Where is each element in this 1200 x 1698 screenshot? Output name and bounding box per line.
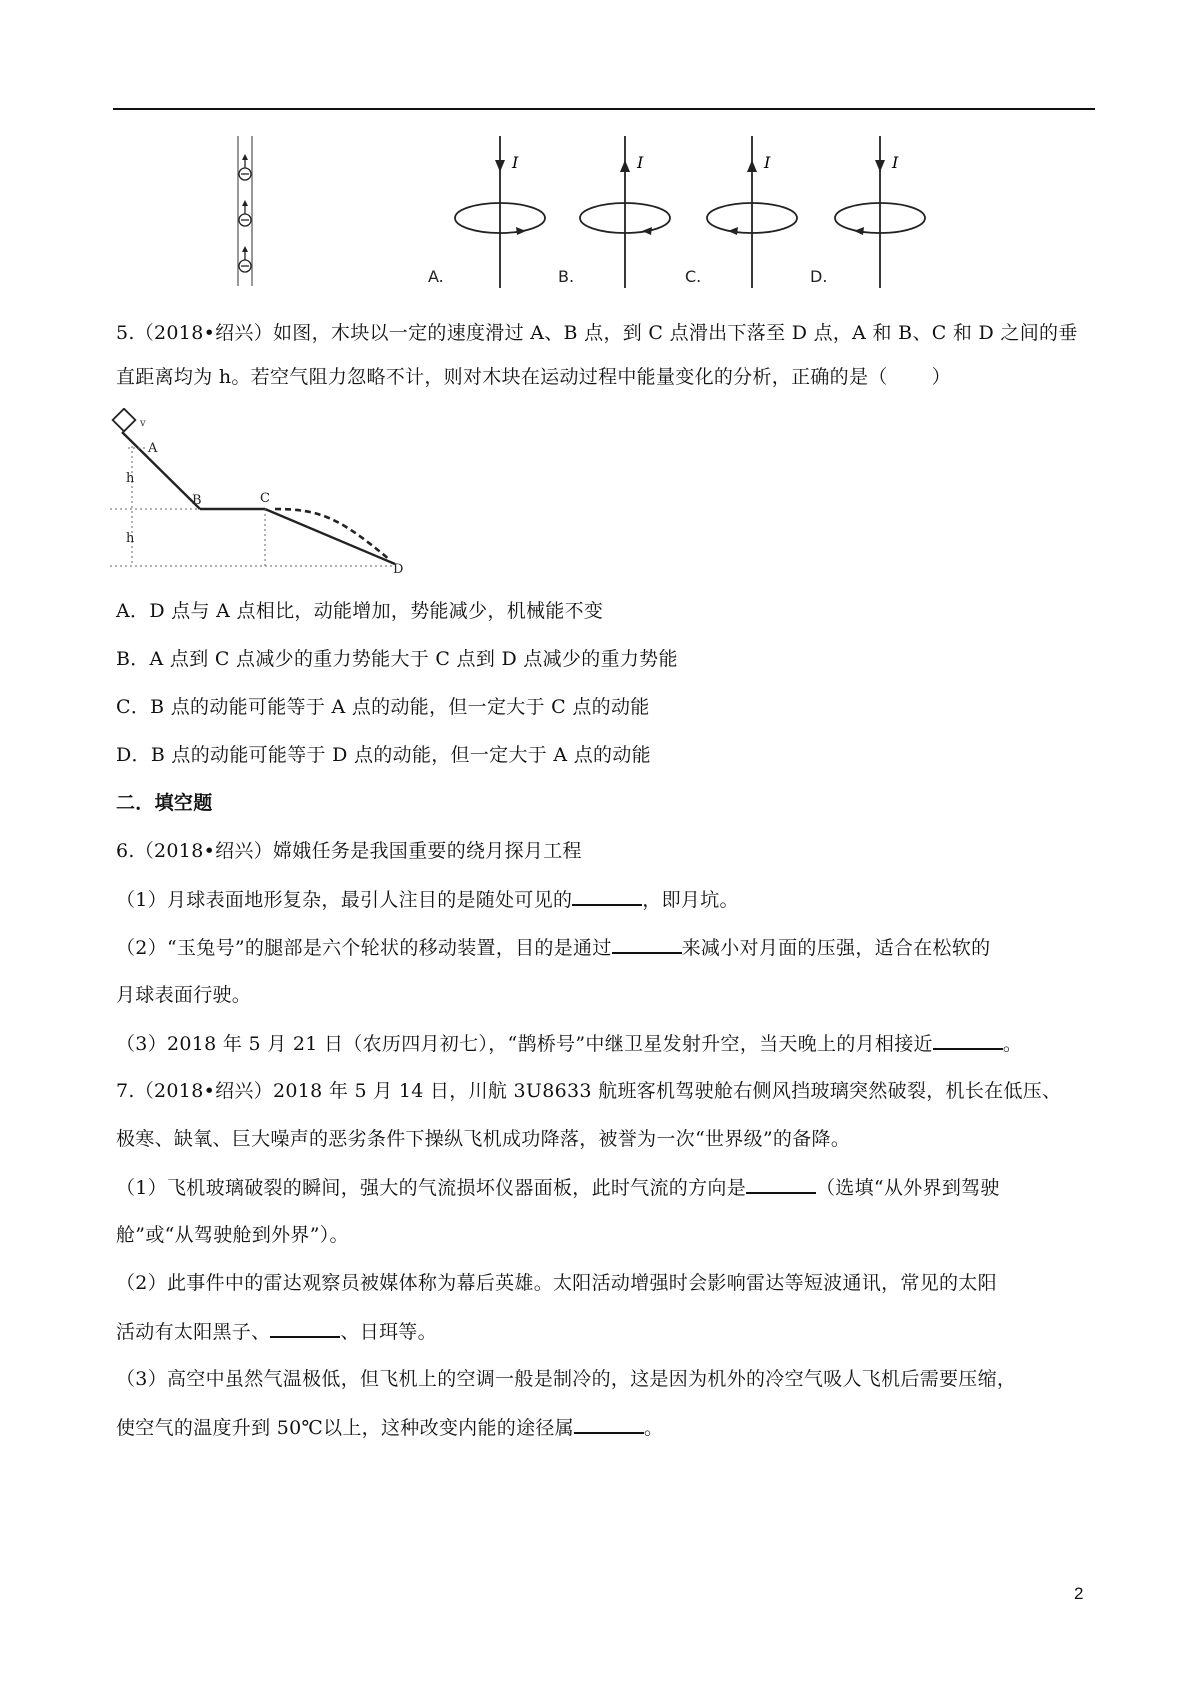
velocity-label: v — [140, 418, 146, 429]
incline-block-figure — [110, 408, 430, 578]
current-label: I — [512, 153, 519, 172]
point-a-label: A — [148, 441, 158, 456]
electron-2 — [239, 200, 251, 226]
q7-part2-text: 活动有太阳黑子、 — [116, 1321, 271, 1343]
q7-part1-tail: （选填“从外界到驾驶 — [816, 1177, 1000, 1199]
q5-option-b: B．A 点到 C 点减少的重力势能大于 C 点到 D 点减少的重力势能 — [116, 648, 678, 670]
q5-option-a: A．D 点与 A 点相比，动能增加，势能减少，机械能不变 — [116, 600, 604, 622]
magnetic-field-figure — [230, 128, 1100, 288]
q6-part2-line2: 月球表面行驶。 — [116, 984, 252, 1006]
answer-blank[interactable] — [270, 1318, 340, 1338]
point-d-label: D — [393, 562, 404, 577]
electron-3 — [239, 246, 251, 272]
q6-part3-tail: 。 — [1002, 1033, 1023, 1055]
q5-option-c: C．B 点的动能可能等于 A 点的动能，但一定大于 C 点的动能 — [116, 696, 650, 718]
q6-part1 — [116, 886, 739, 913]
q7-part1-line2: 舱”或“从驾驶舱到外界”）。 — [116, 1224, 349, 1246]
q6-part1-text: （1）月球表面地形复杂，最引人注目的是随处可见的 — [116, 889, 573, 911]
q7-stem-line2: 极寒、缺氧、巨大噪声的恶劣条件下操纵飞机成功降落，被誉为一次“世界级”的备降。 — [116, 1128, 851, 1150]
q5-stem-close: ） — [931, 366, 951, 388]
q7-part3-line1: （3）高空中虽然气温极低，但飞机上的空调一般是制冷的，这是因为机外的冷空气吸人飞机后需要压缩， — [116, 1368, 1017, 1390]
q6-part2-text: （2）“玉兔号”的腿部是六个轮状的移动装置，目的是通过 — [116, 937, 612, 959]
current-label: I — [764, 153, 771, 172]
current-label: I — [892, 153, 899, 172]
electron-wire-diagram — [238, 136, 252, 286]
q7-part2-tail: 、日珥等。 — [340, 1321, 437, 1343]
header-rule — [113, 108, 1095, 110]
q6-part2-tail: 来减小对月面的压强，适合在松软的 — [681, 937, 991, 959]
option-b-diagram — [558, 136, 670, 288]
answer-blank[interactable] — [572, 886, 642, 906]
q6-part2 — [116, 934, 990, 961]
q7-part3 — [116, 1414, 663, 1441]
q7-part1 — [116, 1174, 1000, 1201]
q5-stem-line2 — [116, 364, 951, 390]
option-b-label: B. — [558, 267, 575, 286]
answer-blank[interactable] — [574, 1414, 644, 1434]
q5-option-d: D．B 点的动能可能等于 D 点的动能，但一定大于 A 点的动能 — [116, 744, 651, 766]
answer-blank[interactable] — [933, 1030, 1003, 1050]
q6-stem: 6.（2018•绍兴）嫦娥任务是我国重要的绕月探月工程 — [116, 840, 582, 862]
point-c-label: C — [260, 491, 270, 506]
q7-part1-text: （1）飞机玻璃破裂的瞬间，强大的气流损坏仪器面板，此时气流的方向是 — [116, 1177, 746, 1199]
q6-part3 — [116, 1030, 1022, 1057]
section-title: 二．填空题 — [116, 792, 213, 814]
point-b-label: B — [192, 493, 202, 508]
height-label-upper: h — [126, 471, 135, 486]
answer-blank[interactable] — [746, 1174, 816, 1194]
electron-1 — [239, 154, 251, 180]
option-d-label: D. — [810, 267, 828, 286]
option-c-diagram — [685, 136, 797, 288]
q5-stem-line1: 5.（2018•绍兴）如图，木块以一定的速度滑过 A、B 点，到 C 点滑出下落至 D 点，A 和 B、C 和 D 之间的垂 — [116, 322, 1078, 344]
option-a-diagram — [428, 136, 545, 288]
option-c-label: C. — [685, 267, 702, 286]
q7-part2-line1: （2）此事件中的雷达观察员被媒体称为幕后英雄。太阳活动增强时会影响雷达等短波通讯，常见的太阳 — [116, 1272, 997, 1294]
q7-part3-text: 使空气的温度升到 50℃以上，这种改变内能的途径属 — [116, 1417, 574, 1439]
option-d-diagram — [810, 136, 925, 288]
q6-part3-text: （3）2018 年 5 月 21 日（农历四月初七），“鹊桥号”中继卫星发射升空，当天晚上的月相接近 — [116, 1033, 933, 1055]
q7-stem-line1: 7.（2018•绍兴）2018 年 5 月 14 日，川航 3U8633 航班客机驾驶舱右侧风挡玻璃突然破裂，机长在低压、 — [116, 1080, 1062, 1102]
page-number: 2 — [1074, 1584, 1084, 1603]
answer-blank[interactable] — [612, 934, 682, 954]
q5-stem-text: 直距离均为 h。若空气阻力忽略不计，则对木块在运动过程中能量变化的分析，正确的是（ — [116, 366, 888, 388]
wooden-block — [113, 409, 136, 432]
q7-part2 — [116, 1318, 437, 1345]
current-label: I — [637, 153, 644, 172]
height-label-lower: h — [126, 531, 135, 546]
q6-part1-tail: ，即月坑。 — [642, 889, 739, 911]
q7-part3-tail: 。 — [643, 1417, 664, 1439]
option-a-label: A. — [428, 267, 444, 286]
